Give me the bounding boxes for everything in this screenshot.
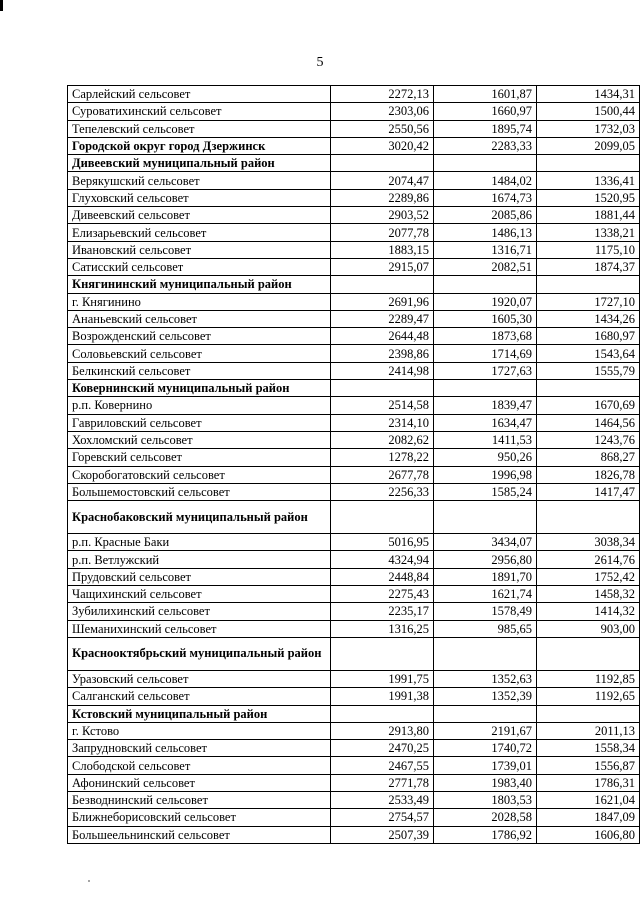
settlement-name-cell: Слободской сельсовет <box>68 757 331 774</box>
value-cell-col1: 1883,15 <box>331 241 434 258</box>
table-row <box>68 670 640 687</box>
settlements-table <box>67 85 640 844</box>
value-cell-col1: 2533,49 <box>331 791 434 808</box>
value-cell-col2: 1727,63 <box>434 362 537 379</box>
table-row <box>68 722 640 739</box>
page-number: 5 <box>316 55 324 70</box>
table-row <box>68 826 640 843</box>
table-row <box>68 688 640 705</box>
value-cell-col3 <box>537 637 640 670</box>
value-cell-col3: 1417,47 <box>537 483 640 500</box>
value-cell-col2: 950,26 <box>434 449 537 466</box>
value-cell-col2 <box>434 276 537 293</box>
value-cell-col2 <box>434 501 537 534</box>
settlement-name-cell: Большеельнинский сельсовет <box>68 826 331 843</box>
district-header-row <box>68 155 640 172</box>
value-cell-col3: 1847,09 <box>537 809 640 826</box>
district-name-cell: Кстовский муниципальный район <box>68 705 331 722</box>
value-cell-col3: 1520,95 <box>537 189 640 206</box>
settlement-name-cell: Елизарьевский сельсовет <box>68 224 331 241</box>
district-header-row <box>68 276 640 293</box>
table-row <box>68 103 640 120</box>
settlement-name-cell: Соловьевский сельсовет <box>68 345 331 362</box>
value-cell-col2: 2956,80 <box>434 551 537 568</box>
value-cell-col3: 1881,44 <box>537 207 640 224</box>
table-row <box>68 586 640 603</box>
settlement-name-cell: Тепелевский сельсовет <box>68 120 331 137</box>
value-cell-col2: 2191,67 <box>434 722 537 739</box>
value-cell-col1: 1316,25 <box>331 620 434 637</box>
value-cell-col3: 1336,41 <box>537 172 640 189</box>
table-row <box>68 241 640 258</box>
table-row <box>68 791 640 808</box>
value-cell-col1: 1991,75 <box>331 670 434 687</box>
district-header-row <box>68 705 640 722</box>
value-cell-col2: 1740,72 <box>434 740 537 757</box>
value-cell-col2: 1674,73 <box>434 189 537 206</box>
value-cell-col1: 2903,52 <box>331 207 434 224</box>
settlement-name-cell: Хохломский сельсовет <box>68 431 331 448</box>
value-cell-col2: 1316,71 <box>434 241 537 258</box>
value-cell-col2: 1714,69 <box>434 345 537 362</box>
value-cell-col3: 1500,44 <box>537 103 640 120</box>
district-header-row <box>68 637 640 670</box>
table-body <box>68 86 640 844</box>
district-header-row <box>68 137 640 154</box>
value-cell-col1: 2289,86 <box>331 189 434 206</box>
value-cell-col1: 3020,42 <box>331 137 434 154</box>
value-cell-col2: 1601,87 <box>434 86 537 103</box>
value-cell-col1: 1278,22 <box>331 449 434 466</box>
value-cell-col3: 1175,10 <box>537 241 640 258</box>
value-cell-col1: 2677,78 <box>331 466 434 483</box>
value-cell-col2: 1585,24 <box>434 483 537 500</box>
value-cell-col3: 1556,87 <box>537 757 640 774</box>
value-cell-col2: 1634,47 <box>434 414 537 431</box>
value-cell-col2 <box>434 637 537 670</box>
value-cell-col3: 903,00 <box>537 620 640 637</box>
table-row <box>68 258 640 275</box>
value-cell-col1: 4324,94 <box>331 551 434 568</box>
value-cell-col2: 1660,97 <box>434 103 537 120</box>
value-cell-col2 <box>434 380 537 397</box>
value-cell-col3: 2614,76 <box>537 551 640 568</box>
value-cell-col3: 1243,76 <box>537 431 640 448</box>
value-cell-col1: 2272,13 <box>331 86 434 103</box>
value-cell-col1: 2235,17 <box>331 603 434 620</box>
table-row <box>68 757 640 774</box>
value-cell-col1: 2644,48 <box>331 328 434 345</box>
value-cell-col3: 1786,31 <box>537 774 640 791</box>
value-cell-col3: 1458,32 <box>537 586 640 603</box>
table-row <box>68 774 640 791</box>
value-cell-col3: 1192,85 <box>537 670 640 687</box>
value-cell-col1: 2303,06 <box>331 103 434 120</box>
value-cell-col2: 1484,02 <box>434 172 537 189</box>
value-cell-col3 <box>537 276 640 293</box>
table-row <box>68 603 640 620</box>
value-cell-col2: 1891,70 <box>434 568 537 585</box>
table-row <box>68 414 640 431</box>
table-row <box>68 86 640 103</box>
table-row <box>68 809 640 826</box>
settlement-name-cell: р.п. Красные Баки <box>68 534 331 551</box>
settlement-name-cell: Сатисский сельсовет <box>68 258 331 275</box>
value-cell-col1: 2077,78 <box>331 224 434 241</box>
value-cell-col1: 2414,98 <box>331 362 434 379</box>
value-cell-col1 <box>331 276 434 293</box>
value-cell-col1: 5016,95 <box>331 534 434 551</box>
value-cell-col3 <box>537 705 640 722</box>
value-cell-col1: 2507,39 <box>331 826 434 843</box>
value-cell-col2: 1920,07 <box>434 293 537 310</box>
value-cell-col2: 1895,74 <box>434 120 537 137</box>
table-row <box>68 224 640 241</box>
value-cell-col2: 1578,49 <box>434 603 537 620</box>
table-row <box>68 362 640 379</box>
value-cell-col2: 1996,98 <box>434 466 537 483</box>
table-row <box>68 568 640 585</box>
district-name-cell: Городской округ город Дзержинск <box>68 137 331 154</box>
value-cell-col3: 1680,97 <box>537 328 640 345</box>
settlement-name-cell: Запрудновский сельсовет <box>68 740 331 757</box>
settlement-name-cell: р.п. Ковернино <box>68 397 331 414</box>
settlement-name-cell: Белкинский сельсовет <box>68 362 331 379</box>
settlement-name-cell: Ближнеборисовский сельсовет <box>68 809 331 826</box>
value-cell-col3: 1464,56 <box>537 414 640 431</box>
settlement-name-cell: Салганский сельсовет <box>68 688 331 705</box>
settlement-name-cell: Уразовский сельсовет <box>68 670 331 687</box>
scan-speck <box>88 880 90 882</box>
value-cell-col1: 2289,47 <box>331 310 434 327</box>
value-cell-col1: 2915,07 <box>331 258 434 275</box>
value-cell-col1: 2691,96 <box>331 293 434 310</box>
settlement-name-cell: Шеманихинский сельсовет <box>68 620 331 637</box>
value-cell-col2: 3434,07 <box>434 534 537 551</box>
value-cell-col1: 2550,56 <box>331 120 434 137</box>
value-cell-col3: 2099,05 <box>537 137 640 154</box>
settlement-name-cell: Зубилихинский сельсовет <box>68 603 331 620</box>
table-row <box>68 189 640 206</box>
value-cell-col1: 2398,86 <box>331 345 434 362</box>
value-cell-col2: 1803,53 <box>434 791 537 808</box>
value-cell-col1: 2256,33 <box>331 483 434 500</box>
value-cell-col3: 1558,34 <box>537 740 640 757</box>
value-cell-col1: 2275,43 <box>331 586 434 603</box>
settlement-name-cell: г. Кстово <box>68 722 331 739</box>
value-cell-col3: 1670,69 <box>537 397 640 414</box>
value-cell-col2: 1739,01 <box>434 757 537 774</box>
table-row <box>68 620 640 637</box>
district-header-row <box>68 380 640 397</box>
value-cell-col1: 2074,47 <box>331 172 434 189</box>
table-row <box>68 345 640 362</box>
value-cell-col2: 1486,13 <box>434 224 537 241</box>
value-cell-col2 <box>434 155 537 172</box>
table-row <box>68 740 640 757</box>
value-cell-col3: 1543,64 <box>537 345 640 362</box>
value-cell-col3 <box>537 380 640 397</box>
value-cell-col1 <box>331 501 434 534</box>
value-cell-col1: 2467,55 <box>331 757 434 774</box>
table-row <box>68 172 640 189</box>
settlement-name-cell: Возрожденский сельсовет <box>68 328 331 345</box>
settlement-name-cell: Афонинский сельсовет <box>68 774 331 791</box>
settlement-name-cell: Прудовский сельсовет <box>68 568 331 585</box>
table-row <box>68 551 640 568</box>
settlement-name-cell: Горевский сельсовет <box>68 449 331 466</box>
value-cell-col3: 1434,31 <box>537 86 640 103</box>
table-row <box>68 431 640 448</box>
district-name-cell: Краснобаковский муниципальный район <box>68 501 331 534</box>
table-row <box>68 120 640 137</box>
value-cell-col3 <box>537 501 640 534</box>
value-cell-col3: 3038,34 <box>537 534 640 551</box>
settlement-name-cell: р.п. Ветлужский <box>68 551 331 568</box>
table-row <box>68 483 640 500</box>
value-cell-col2 <box>434 705 537 722</box>
settlement-name-cell: Дивеевский сельсовет <box>68 207 331 224</box>
value-cell-col1 <box>331 380 434 397</box>
table-row <box>68 207 640 224</box>
value-cell-col1: 2470,25 <box>331 740 434 757</box>
value-cell-col1 <box>331 155 434 172</box>
settlement-name-cell: г. Княгинино <box>68 293 331 310</box>
value-cell-col2: 2082,51 <box>434 258 537 275</box>
value-cell-col1: 2314,10 <box>331 414 434 431</box>
value-cell-col2: 1983,40 <box>434 774 537 791</box>
value-cell-col1 <box>331 705 434 722</box>
district-header-row <box>68 501 640 534</box>
value-cell-col3 <box>537 155 640 172</box>
value-cell-col3: 1338,21 <box>537 224 640 241</box>
value-cell-col2: 1352,39 <box>434 688 537 705</box>
table-row <box>68 293 640 310</box>
district-name-cell: Краснооктябрьский муниципальный район <box>68 637 331 670</box>
value-cell-col3: 1874,37 <box>537 258 640 275</box>
scan-corner-mark <box>0 0 3 11</box>
value-cell-col2: 1352,63 <box>434 670 537 687</box>
value-cell-col1: 2771,78 <box>331 774 434 791</box>
value-cell-col3: 868,27 <box>537 449 640 466</box>
value-cell-col1: 2082,62 <box>331 431 434 448</box>
value-cell-col3: 1752,42 <box>537 568 640 585</box>
settlement-name-cell: Ивановский сельсовет <box>68 241 331 258</box>
settlement-name-cell: Суроватихинский сельсовет <box>68 103 331 120</box>
value-cell-col2: 1605,30 <box>434 310 537 327</box>
settlement-name-cell: Чащихинский сельсовет <box>68 586 331 603</box>
settlement-name-cell: Сарлейский сельсовет <box>68 86 331 103</box>
settlement-name-cell: Безводнинский сельсовет <box>68 791 331 808</box>
value-cell-col2: 1839,47 <box>434 397 537 414</box>
table-row <box>68 310 640 327</box>
value-cell-col3: 1732,03 <box>537 120 640 137</box>
value-cell-col1: 2754,57 <box>331 809 434 826</box>
value-cell-col3: 1192,65 <box>537 688 640 705</box>
value-cell-col3: 1727,10 <box>537 293 640 310</box>
settlement-name-cell: Гавриловский сельсовет <box>68 414 331 431</box>
value-cell-col2: 2028,58 <box>434 809 537 826</box>
value-cell-col1: 2448,84 <box>331 568 434 585</box>
value-cell-col1 <box>331 637 434 670</box>
value-cell-col2: 2085,86 <box>434 207 537 224</box>
value-cell-col2: 1621,74 <box>434 586 537 603</box>
value-cell-col1: 1991,38 <box>331 688 434 705</box>
settlement-name-cell: Большемостовский сельсовет <box>68 483 331 500</box>
district-name-cell: Ковернинский муниципальный район <box>68 380 331 397</box>
value-cell-col3: 1621,04 <box>537 791 640 808</box>
settlement-name-cell: Ананьевский сельсовет <box>68 310 331 327</box>
value-cell-col3: 1434,26 <box>537 310 640 327</box>
table-row <box>68 534 640 551</box>
value-cell-col2: 2283,33 <box>434 137 537 154</box>
settlement-name-cell: Верякушский сельсовет <box>68 172 331 189</box>
value-cell-col3: 2011,13 <box>537 722 640 739</box>
value-cell-col2: 1786,92 <box>434 826 537 843</box>
table-row <box>68 328 640 345</box>
value-cell-col3: 1606,80 <box>537 826 640 843</box>
value-cell-col3: 1414,32 <box>537 603 640 620</box>
value-cell-col3: 1826,78 <box>537 466 640 483</box>
settlement-name-cell: Глуховский сельсовет <box>68 189 331 206</box>
district-name-cell: Дивеевский муниципальный район <box>68 155 331 172</box>
value-cell-col1: 2913,80 <box>331 722 434 739</box>
value-cell-col3: 1555,79 <box>537 362 640 379</box>
table-row <box>68 449 640 466</box>
table-row <box>68 397 640 414</box>
settlement-name-cell: Скоробогатовский сельсовет <box>68 466 331 483</box>
value-cell-col1: 2514,58 <box>331 397 434 414</box>
value-cell-col2: 1873,68 <box>434 328 537 345</box>
value-cell-col2: 985,65 <box>434 620 537 637</box>
value-cell-col2: 1411,53 <box>434 431 537 448</box>
table-row <box>68 466 640 483</box>
district-name-cell: Княгининский муниципальный район <box>68 276 331 293</box>
